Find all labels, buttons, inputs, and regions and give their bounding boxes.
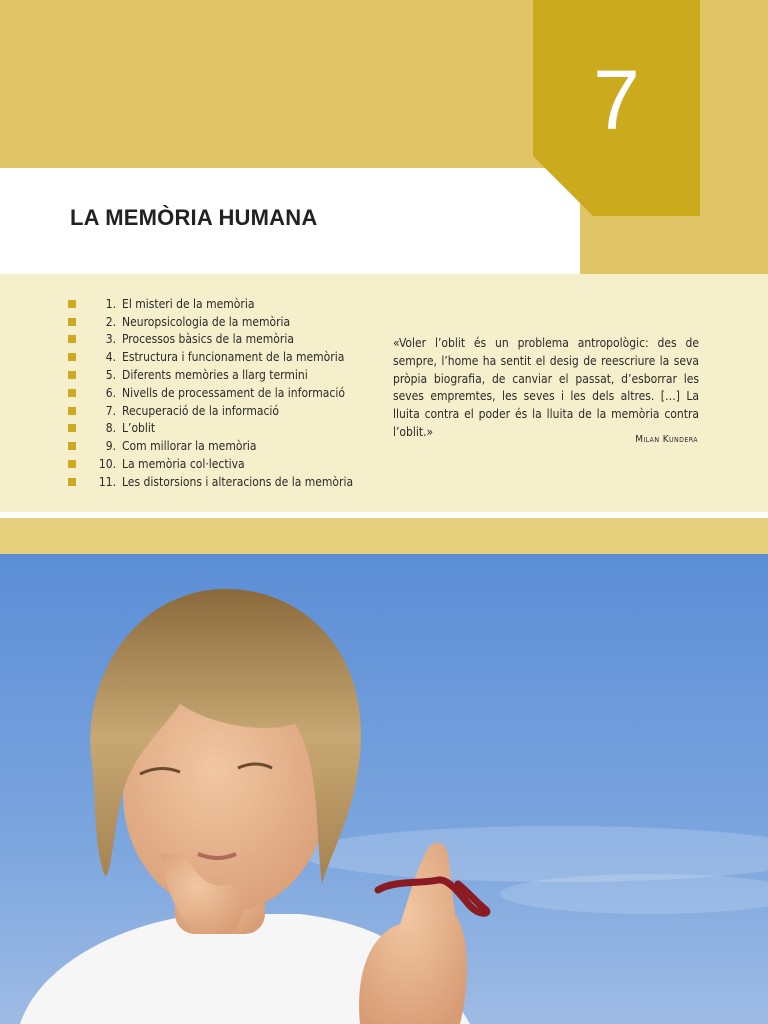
toc-item[interactable] <box>68 366 353 384</box>
toc-item[interactable] <box>68 348 353 366</box>
boy-with-string-on-finger-illustration <box>0 554 768 1024</box>
toc-item-number: 8. <box>105 421 116 436</box>
chapter-tab <box>533 0 700 216</box>
toc-item-number: 7. <box>105 403 116 418</box>
toc-item-label: Nivells de processament de la informació <box>122 385 345 400</box>
toc-item-number: 6. <box>105 385 116 400</box>
bullet-square-icon <box>68 335 76 343</box>
photo-top-band <box>0 518 768 554</box>
chapter-number: 7 <box>593 53 640 147</box>
bullet-square-icon <box>68 478 76 486</box>
toc-item-label: Diferents memòries a llarg termini <box>122 368 308 383</box>
bullet-square-icon <box>68 300 76 308</box>
toc-item-number: 5. <box>105 368 116 383</box>
toc-item-label: Estructura i funcionament de la memòria <box>122 350 345 365</box>
toc-item[interactable] <box>68 313 353 331</box>
toc-item-number: 3. <box>105 332 116 347</box>
toc-item[interactable] <box>68 295 353 313</box>
bullet-square-icon <box>68 460 76 468</box>
cover-photo <box>0 554 768 1024</box>
bullet-square-icon <box>68 389 76 397</box>
toc-item-label: Neuropsicologia de la memòria <box>122 314 291 329</box>
toc-item-number: 11. <box>98 474 116 489</box>
toc-item-number: 4. <box>105 350 116 365</box>
page-title: LA MEMÒRIA HUMANA <box>70 205 318 230</box>
toc-item[interactable] <box>68 331 353 349</box>
toc-item-number: 2. <box>105 314 116 329</box>
toc-item-label: L’oblit <box>122 421 156 436</box>
toc-item[interactable] <box>68 420 353 438</box>
table-of-contents <box>68 295 353 491</box>
toc-item-label: Processos bàsics de la memòria <box>122 332 294 347</box>
bullet-square-icon <box>68 442 76 450</box>
toc-item-number: 9. <box>105 439 116 454</box>
toc-item-label: Les distorsions i alteracions de la memòria <box>122 474 354 489</box>
toc-item-label: El misteri de la memòria <box>122 296 255 311</box>
toc-item-number: 10. <box>98 457 116 472</box>
toc-item[interactable] <box>68 402 353 420</box>
bullet-square-icon <box>68 353 76 361</box>
bullet-square-icon <box>68 424 76 432</box>
toc-item-number: 1. <box>105 296 116 311</box>
toc-item[interactable] <box>68 437 353 455</box>
toc-item[interactable] <box>68 384 353 402</box>
quote-author: Milan Kundera <box>635 434 698 445</box>
toc-item-label: Recuperació de la informació <box>122 403 280 418</box>
epigraph-quote: «Voler l’oblit és un problema antropològic: des de sempre, l’home ha sentit el desig de reescriure la seva pròpia biografia, de canviar el passat, d’esborrar les seves empremtes, les seves i les dels altres. […] La lluita contra el poder és la lluita de la memòria contra l’oblit.» <box>393 336 699 439</box>
bullet-square-icon <box>68 407 76 415</box>
toc-item-label: La memòria col·lectiva <box>122 457 245 472</box>
toc-item[interactable] <box>68 455 353 473</box>
toc-item[interactable] <box>68 473 353 491</box>
bullet-square-icon <box>68 318 76 326</box>
toc-item-label: Com millorar la memòria <box>122 439 257 454</box>
bullet-square-icon <box>68 371 76 379</box>
